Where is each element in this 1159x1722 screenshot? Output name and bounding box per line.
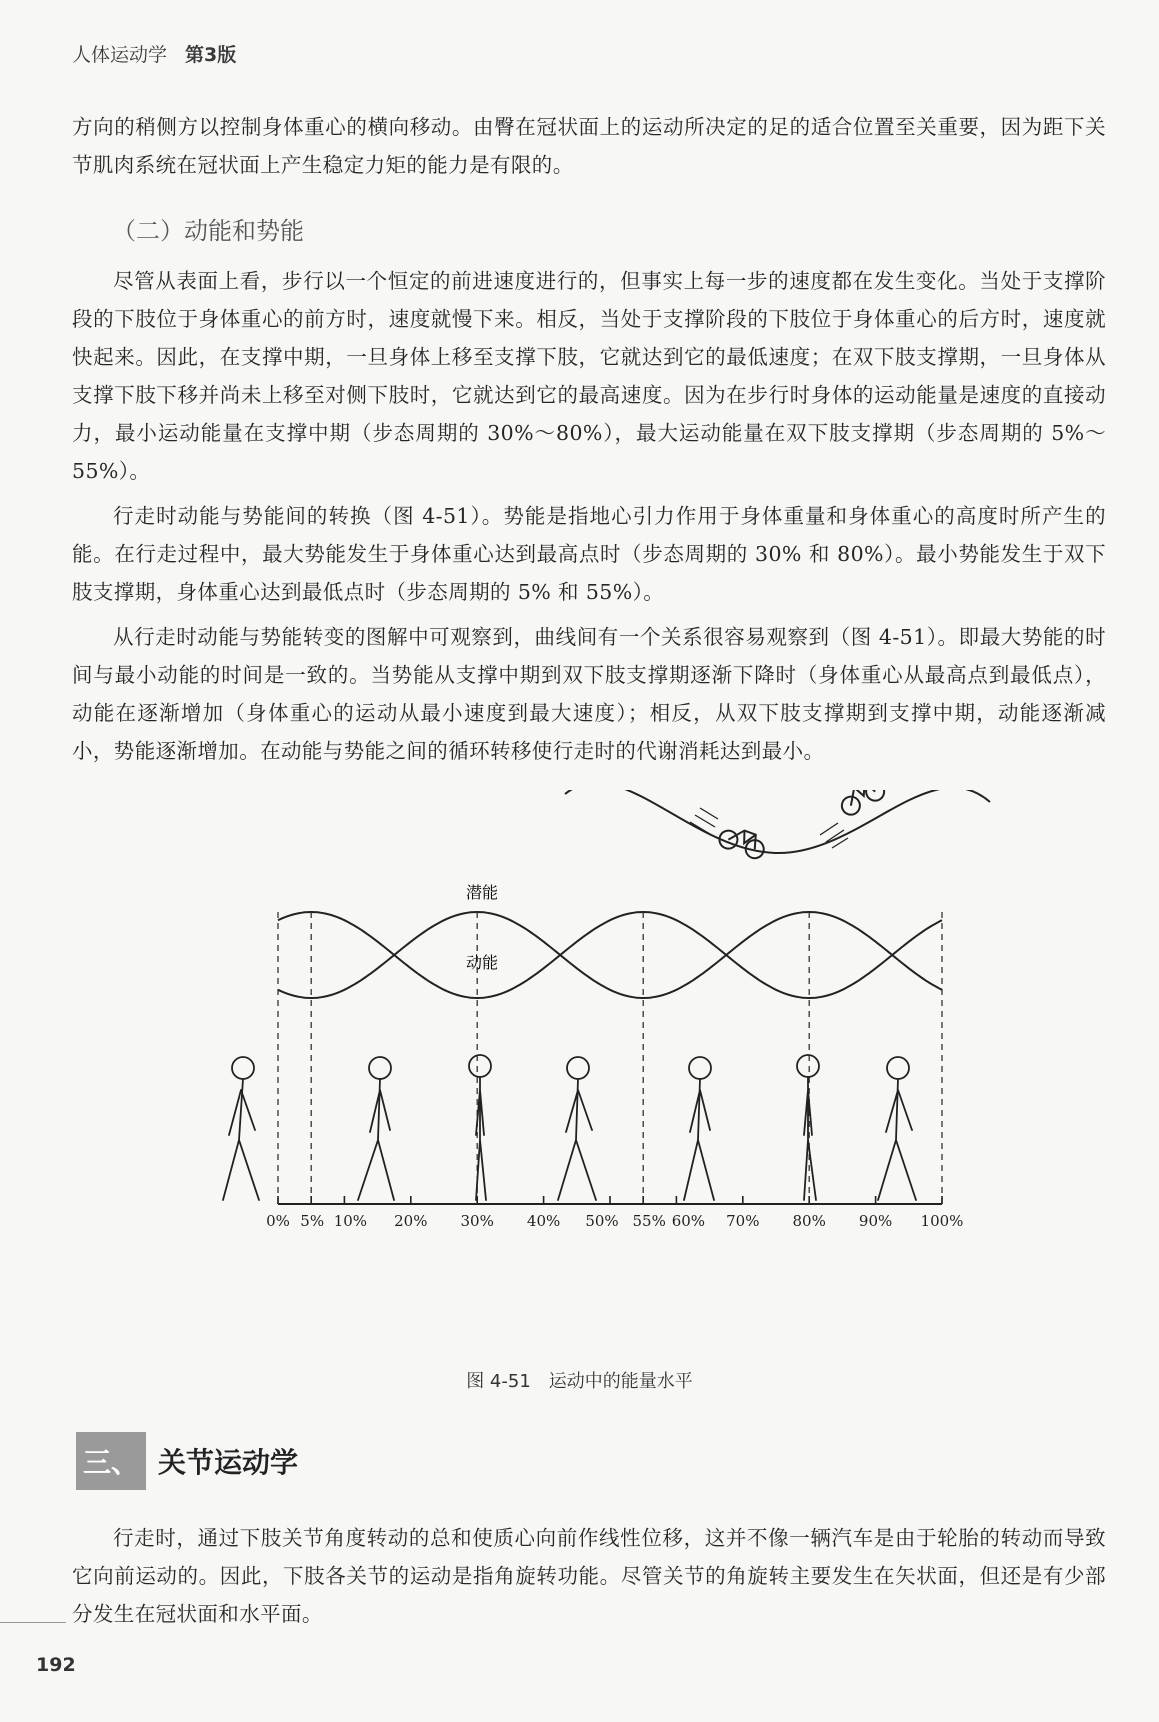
section-title: 关节运动学	[158, 1446, 299, 1479]
book-title: 人体运动学	[72, 44, 168, 66]
kinetic-label: 动能	[465, 953, 499, 972]
energy-curves	[278, 883, 942, 998]
energy-text-block	[72, 262, 1106, 777]
axis-tick-label: 100%	[920, 1212, 964, 1230]
axis-tick-label: 50%	[585, 1212, 619, 1230]
walker-figure	[469, 1055, 491, 1200]
axis-tick-label: 70%	[726, 1212, 760, 1230]
paragraph: 行走时，通过下肢关节角度转动的总和使质心向前作线性位移，这并不像一辆汽车是由于轮胎的转动而导致它向前运动的。因此，下肢各关节的运动是指角旋转功能。尽管关节的角旋转主要发生在矢状面，但还是有少部分发生在冠状面和水平面。	[72, 1526, 1106, 1626]
paragraph: 方向的稍侧方以控制身体重心的横向移动。由臀在冠状面上的运动所决定的足的适合位置至关重要，因为距下关节肌肉系统在冠状面上产生稳定力矩的能力是有限的。	[72, 115, 1106, 177]
running-head	[72, 40, 236, 67]
bicycle-icon	[836, 790, 887, 818]
gait-cycle-axis	[266, 1196, 963, 1230]
motion-lines-icon	[690, 808, 848, 848]
axis-tick-label: 0%	[266, 1212, 290, 1230]
axis-tick-label: 90%	[858, 1212, 893, 1230]
potential-label: 潜能	[465, 883, 499, 902]
walker-figure	[878, 1057, 916, 1200]
joint-text-block	[72, 1519, 1106, 1640]
paragraph-continued	[72, 108, 1106, 191]
paragraph: 行走时动能与势能间的转换（图 4-51）。势能是指地心引力作用于身体重量和身体重心的高度时所产生的能。在行走过程中，最大势能发生于身体重心达到最高点时（步态周期的 30% 和 80%）。最小势能发生于双下肢支撑期，身体重心达到最低点时（步态周期的 5% 和 55%）。	[72, 504, 1106, 604]
edition-label: 第3版	[185, 44, 237, 66]
axis-tick-label: 55%	[632, 1212, 666, 1230]
axis-tick-label: 20%	[394, 1212, 428, 1230]
footer-rule	[0, 1622, 66, 1623]
energy-figure	[0, 790, 1159, 1360]
figure-number: 图 4-51	[466, 1371, 531, 1392]
subsection-heading: （二）动能和势能	[112, 217, 304, 245]
section-heading	[76, 1432, 298, 1490]
walking-figures	[223, 1055, 916, 1200]
walker-figure	[797, 1055, 819, 1200]
axis-tick-label: 5%	[300, 1212, 325, 1230]
bicycle-hill-illustration	[565, 790, 990, 861]
axis-tick-label: 10%	[333, 1212, 368, 1230]
axis-tick-label: 30%	[460, 1212, 494, 1230]
potential-energy-curve	[278, 912, 942, 998]
figure-caption	[0, 1367, 1159, 1393]
walker-figure	[558, 1057, 596, 1200]
walker-figure	[223, 1057, 259, 1200]
figure-caption-text: 运动中的能量水平	[548, 1371, 693, 1392]
walker-figure	[358, 1057, 394, 1200]
kinetic-energy-curve	[278, 912, 942, 998]
paragraph: 尽管从表面上看，步行以一个恒定的前进速度进行的，但事实上每一步的速度都在发生变化。当处于支撑阶段的下肢位于身体重心的前方时，速度就慢下来。相反，当处于支撑阶段的下肢位于身体重心的后方时，速度就快起来。因此，在支撑中期，一旦身体上移至支撑下肢，它就达到它的最低速度；在双下肢支撑期，一旦身体从支撑下肢下移并尚未上移至对侧下肢时，它就达到它的最高速度。因为在步行时身体的运动能量是速度的直接动力，最小运动能量在支撑中期（步态周期的 30%～80%），最大运动能量在双下肢支撑期（步态周期的 5%～55%）。	[72, 269, 1106, 483]
axis-tick-label: 80%	[792, 1212, 826, 1230]
paragraph: 从行走时动能与势能转变的图解中可观察到，曲线间有一个关系很容易观察到（图 4-51）。即最大势能的时间与最小动能的时间是一致的。当势能从支撑中期到双下肢支撑期逐渐下降时（身体重心从最高点到最低点），动能在逐渐增加（身体重心的运动从最小速度到最大速度）；相反，从双下肢支撑期到支撑中期，动能逐渐减小，势能逐渐增加。在动能与势能之间的循环转移使行走时的代谢消耗达到最小。	[72, 625, 1106, 763]
axis-tick-label: 40%	[526, 1212, 561, 1230]
section-number-badge: 三、	[76, 1432, 146, 1490]
walker-figure	[684, 1057, 714, 1200]
page-number: 192	[36, 1654, 76, 1676]
axis-tick-label: 60%	[671, 1212, 706, 1230]
